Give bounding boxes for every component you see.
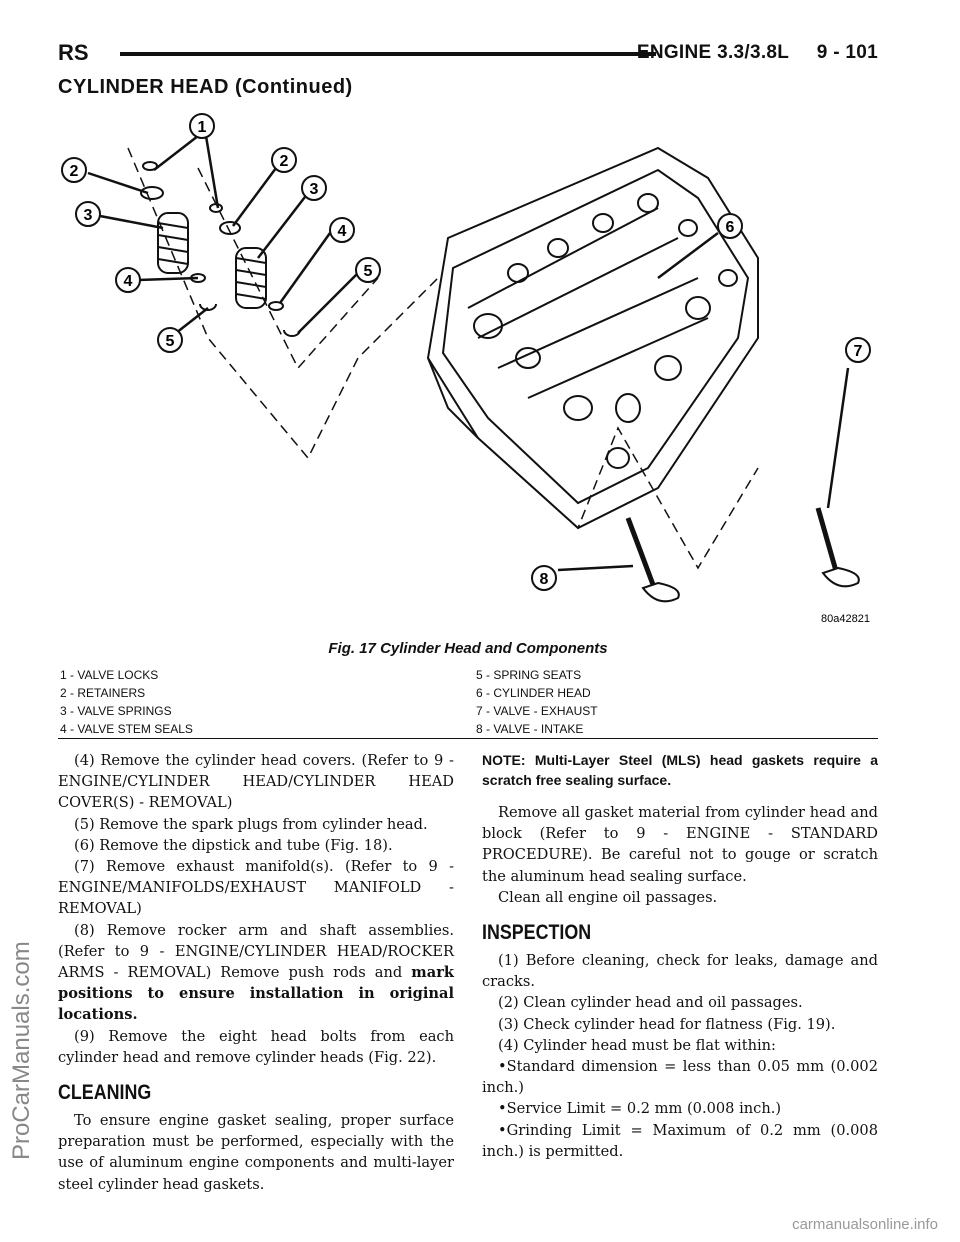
step-4: (4) Remove the cylinder head covers. (Refer to 9 - ENGINE/CYLINDER HEAD/CYLINDER HEAD COVER(S) - REMOVAL) — [58, 752, 454, 812]
svg-text:3: 3 — [309, 181, 319, 198]
svg-text:7: 7 — [853, 343, 863, 360]
svg-text:2: 2 — [69, 163, 79, 180]
svg-text:6: 6 — [725, 219, 735, 236]
left-column — [58, 750, 454, 1195]
callout-5 — [158, 328, 182, 352]
callout-3b — [302, 176, 326, 200]
step-6: (6) Remove the dipstick and tube (Fig. 18). — [74, 836, 393, 854]
step-9: (9) Remove the eight head bolts from each cylinder head and remove cylinder heads (Fig. 22). — [58, 1027, 454, 1066]
callout-1 — [190, 114, 214, 138]
inspection-step-2: (2) Clean cylinder head and oil passages. — [498, 994, 803, 1012]
legend-item: 6 - CYLINDER HEAD — [476, 686, 591, 700]
svg-text:5: 5 — [363, 263, 373, 280]
callout-7 — [846, 338, 870, 362]
legend-item: 4 - VALVE STEM SEALS — [60, 722, 193, 736]
callout-2 — [62, 158, 86, 182]
callout-3 — [76, 202, 100, 226]
mls-note: NOTE: Multi-Layer Steel (MLS) head gaskets require a scratch free sealing surface. — [482, 752, 878, 788]
callout-5b — [356, 258, 380, 282]
callout-8 — [532, 566, 556, 590]
step-5: (5) Remove the spark plugs from cylinder head. — [74, 815, 428, 833]
legend-item: 7 - VALVE - EXHAUST — [476, 704, 598, 718]
svg-text:8: 8 — [539, 571, 549, 588]
inspection-step-4: (4) Cylinder head must be flat within: — [498, 1036, 776, 1054]
header-page-ref: ENGINE 3.3/3.8L 9 - 101 — [636, 42, 878, 63]
flatness-standard: •Standard dimension = less than 0.05 mm (0.002 inch.) — [482, 1058, 878, 1097]
flatness-grinding-limit: •Grinding Limit = Maximum of 0.2 mm (0.008 inch.) is permitted. — [482, 1121, 878, 1160]
inspection-step-1: (1) Before cleaning, check for leaks, damage and cracks. — [482, 952, 878, 991]
figure-caption: Fig. 17 Cylinder Head and Components — [328, 640, 608, 657]
svg-text:3: 3 — [83, 207, 93, 224]
watermark-bottom: carmanualsonline.info — [792, 1216, 938, 1233]
callout-4b — [330, 218, 354, 242]
cleaning-text: To ensure engine gasket sealing, proper surface preparation must be performed, especially with the use of aluminum engine components and multi-layer steel cylinder head gaskets. — [58, 1112, 454, 1193]
svg-text:1: 1 — [197, 119, 207, 136]
callout-4 — [116, 268, 140, 292]
callout-6 — [718, 214, 742, 238]
cylinder-head-diagram — [58, 108, 878, 636]
callout-2b — [272, 148, 296, 172]
step-7: (7) Remove exhaust manifold(s). (Refer to 9 - ENGINE/MANIFOLDS/EXHAUST MANIFOLD - REMOVAL) — [58, 858, 454, 918]
svg-text:4: 4 — [123, 273, 133, 290]
step-8-emphasis: mark positions to ensure installation in original locations. — [58, 964, 454, 1024]
section-title: CYLINDER HEAD (Continued) — [58, 76, 353, 98]
svg-text:5: 5 — [165, 333, 175, 350]
figure-code: 80a42821 — [821, 613, 870, 625]
cleaning-step-2: Clean all engine oil passages. — [498, 888, 718, 906]
inspection-heading: INSPECTION — [482, 921, 592, 945]
page-header — [58, 40, 878, 70]
legend-item: 8 - VALVE - INTAKE — [476, 722, 584, 736]
legend-item: 2 - RETAINERS — [60, 686, 146, 700]
svg-text:4: 4 — [337, 223, 347, 240]
flatness-service-limit: •Service Limit = 0.2 mm (0.008 inch.) — [498, 1100, 782, 1118]
legend-item: 1 - VALVE LOCKS — [60, 668, 159, 682]
legend-item: 5 - SPRING SEATS — [476, 668, 582, 682]
header-section-code: RS — [58, 40, 89, 65]
right-column — [482, 750, 878, 1162]
svg-text:2: 2 — [279, 153, 289, 170]
legend-item: 3 - VALVE SPRINGS — [60, 704, 172, 718]
watermark-side: ProCarManuals.com — [8, 941, 35, 1160]
inspection-step-3: (3) Check cylinder head for flatness (Fig. 19). — [498, 1015, 836, 1033]
cleaning-heading: CLEANING — [58, 1081, 152, 1105]
step-8: (8) Remove rocker arm and shaft assemblies.(Refer to 9 - ENGINE/CYLINDER HEAD/ROCKER ARMS - REMOVAL) Remove push rods and mark positions to ensure installation in original locations. — [58, 921, 454, 1024]
cylinder-head-drawing — [428, 148, 758, 528]
cleaning-step-1: Remove all gasket material from cylinder head and block (Refer to 9 - ENGINE - STANDARD PROCEDURE). Be careful not to gouge or scratch the aluminum head sealing surface. — [482, 804, 878, 885]
figure-bottom-rule — [58, 738, 878, 739]
header-rule — [120, 52, 656, 56]
